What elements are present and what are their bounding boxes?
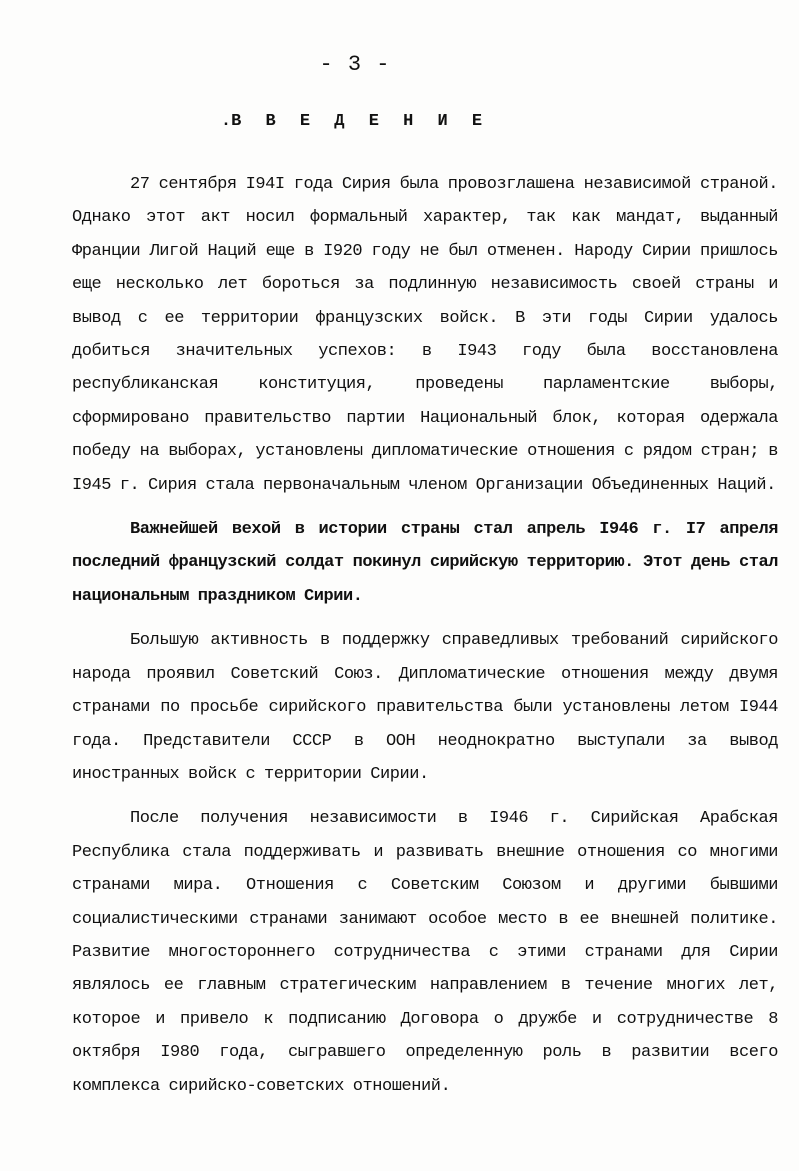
paragraph-3: Большую активность в поддержку справедливых требований сирийского народа проявил Советский Союз. Дипломатические отношения между двумя странами по просьбе сирийского правительства были установлены летом I944 года. Представители СССР в ООН неоднократно выступали за вывод иностранных войск с территории Сирии. (72, 631, 778, 784)
paragraph-2: Важнейшей вехой в истории страны стал апрель I946 г. I7 апреля последний французский солдат покинул сирийскую территорию. Этот день стал национальным праздником Сирии. (72, 520, 778, 606)
paragraph-4: После получения независимости в I946 г. Сирийская Арабская Республика стала поддерживать и развивать внешние отношения со многими странами мира. Отношения с Советским Союзом и другими бывшими социалистическими странами занимают особое место в ее внешней политике. Развитие многостороннего сотрудничества с этими странами для Сирии являлось ее главным стратегическим направлением в течение многих лет, которое и привело к подписанию Договора о дружбе и сотрудничестве 8 октября I980 года, сыгравшего определенную роль в развитии всего комплекса сирийско-советских отношений. (72, 809, 778, 1096)
heading-prefix: . (220, 112, 232, 131)
paragraph-1: 27 сентября I94I года Сирия была провозглашена независимой страной. Однако этот акт носил формальный характер, так как мандат, выданный Франции Лигой Наций еще в I920 году не был отменен. Народу Сирии пришлось еще несколько лет бороться за подлинную независимость своей страны и вывод с ее территории французских войск. В эти годы Сирии удалось добиться значительных успехов: в I943 году была восстановлена республиканская конституция, проведены парламентские выборы, сформировано правительство партии Национальный блок, которая одержала победу на выборах, установлены дипломатические отношения с рядом стран; в I945 г. Сирия стала первоначальным членом Организации Объединенных Наций. (72, 175, 778, 495)
heading-text: В В Е Д Е Н И Е (231, 112, 490, 131)
page-number: - 3 - (319, 52, 391, 77)
document-body (72, 168, 778, 1103)
section-heading (0, 112, 710, 131)
